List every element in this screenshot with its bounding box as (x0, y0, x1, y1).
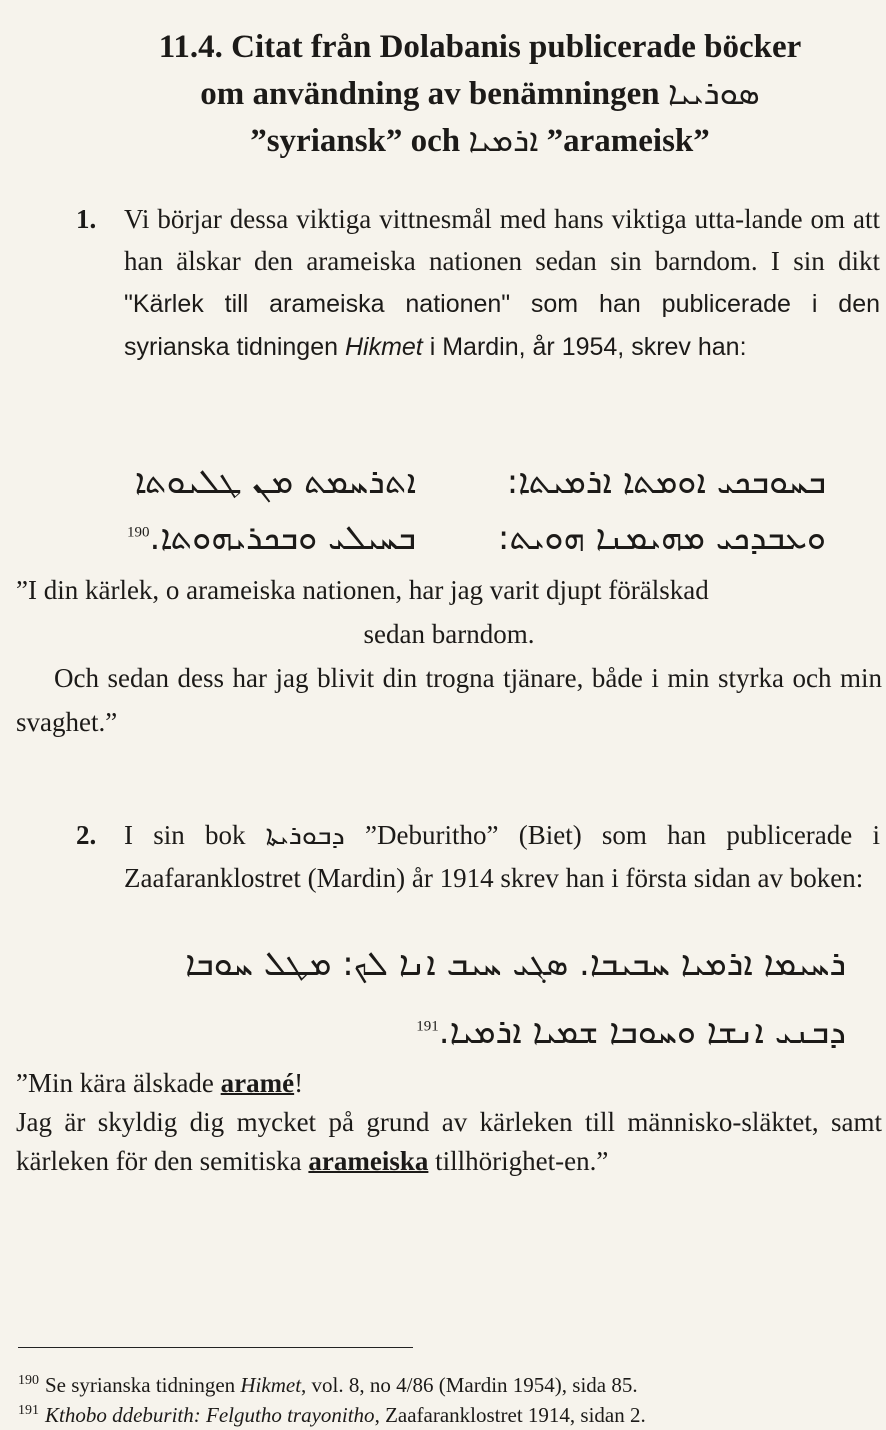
title-line-3 (90, 117, 870, 164)
syriac-verse-4-text: ܕܒܢܝ ܐܢܫܐ ܘܚܘܒܐ ܫܡܝܐ ܐܪܡܝܐ. (438, 1012, 846, 1052)
item-1-paragraph (124, 198, 880, 368)
quote-2-line-1-c: ! (294, 1068, 304, 1098)
title-line-3-part-1: ”syriansk” och (250, 123, 461, 159)
quote-1 (16, 568, 882, 744)
poem-title: "Kärlek till arameiska nationen" (124, 290, 511, 318)
syriac-verse-2-right: ܘܥܒܕܟܝ ܡܗܝܡܢܐ ܗܘܝܬ: (497, 518, 826, 558)
syriac-term-suryoyo: ܣܘܪܝܝܐ (667, 73, 760, 112)
footnote-190-italic: Hikmet (240, 1373, 302, 1397)
footnote-191-text-b: , Zaafaranklostret 1914, sidan 2. (374, 1403, 646, 1427)
title-line-2-text: om användning av benämningen (200, 76, 660, 112)
footnote-191-number: 191 (18, 1403, 39, 1418)
quote-2-line-1-a: ”Min kära älskade (16, 1068, 221, 1098)
syriac-book-title: ܕܒܘܪܝܬܐ (265, 820, 345, 851)
quote-2-line-2-a: Jag är skyldig dig mycket på grund av kärleken till människo-släktet, samt kärleken för den semitiska (16, 1107, 882, 1176)
footnote-191 (18, 1396, 878, 1430)
footnote-190-text-a: Se syrianska tidningen (45, 1373, 241, 1397)
title-line-3-part-2: ”arameisk” (546, 123, 710, 159)
item-1-text-a: Vi börjar dessa viktiga vittnesmål med hans viktiga utta-lande om att han älskar den arameiska nationen sedan sin barndom. I sin dikt (124, 204, 880, 276)
quote-2-line-1 (16, 1064, 882, 1103)
item-2-paragraph (124, 814, 880, 899)
syriac-term-oromoyo: ܐܪܡܝܐ (468, 120, 539, 159)
newspaper-name: Hikmet (344, 333, 423, 361)
quote-2 (16, 1064, 882, 1181)
title-line-1: 11.4. Citat från Dolabanis publicerade böcker (158, 29, 802, 65)
quote-2-line-2-c: tillhörighet-en.” (428, 1146, 609, 1176)
syriac-verse-3: ܪܚܝܡܐ ܐܪܡܝܐ ܚܒܝܒܐ. ܣܓܝ ܚܝܒ ܐܢܐ ܠܟ: ܡܛܠ ܚܘܒܐ (185, 944, 846, 984)
quote-1-line-3: Och sedan dess har jag blivit din trogna tjänare, både i min styrka och min svaghet.” (16, 663, 882, 737)
item-1-text-b: som han publicerade i den syrianska tidningen (124, 290, 880, 361)
syriac-verse-2-left-text: ܒܚܝܠܝ ܘܒܟܪܝܗܘܬܐ. (149, 518, 416, 558)
footnote-divider (18, 1347, 413, 1348)
item-2-number: 2. (76, 820, 97, 850)
item-2-text-a: I sin bok (124, 820, 246, 850)
footnote-ref-191: 191 (416, 1018, 439, 1035)
syriac-verse-4 (416, 1012, 846, 1052)
highlight-arameiska: arameiska (308, 1146, 429, 1176)
footnote-190-text-b: , vol. 8, no 4/86 (Mardin 1954), sida 85. (301, 1373, 638, 1397)
quote-1-line-1: ”I din kärlek, o arameiska nationen, har jag varit djupt förälskad (16, 575, 709, 605)
quote-1-line-2: sedan barndom. (363, 619, 535, 649)
syriac-verse-1-right: ܒܚܘܒܟܝ ܐܘܡܬܐ ܐܪܡܝܬܐ: (506, 462, 826, 502)
footnote-191-italic: Kthobo ddeburith: Felgutho trayonitho (45, 1403, 375, 1427)
item-1-number: 1. (76, 204, 97, 234)
syriac-verse-2-left (127, 518, 416, 558)
item-2-text-b: ”Deburitho” (Biet) som han publicerade i Zaafaranklostret (Mardin) år 1914 skrev han i första sidan av boken: (124, 820, 880, 893)
title-line-2 (90, 70, 870, 117)
footnote-190 (18, 1366, 878, 1400)
highlight-arame: aramé (220, 1068, 295, 1098)
footnote-ref-190: 190 (127, 524, 150, 541)
footnote-190-number: 190 (18, 1373, 39, 1388)
syriac-verse-1-left: ܐܬܪܚܡܬ ܡܢ ܛܠܝܘܬܐ (134, 462, 416, 502)
quote-2-line-2 (16, 1103, 882, 1181)
section-title (90, 24, 870, 164)
item-1-text-c: i Mardin, år 1954, skrev han: (422, 333, 747, 361)
